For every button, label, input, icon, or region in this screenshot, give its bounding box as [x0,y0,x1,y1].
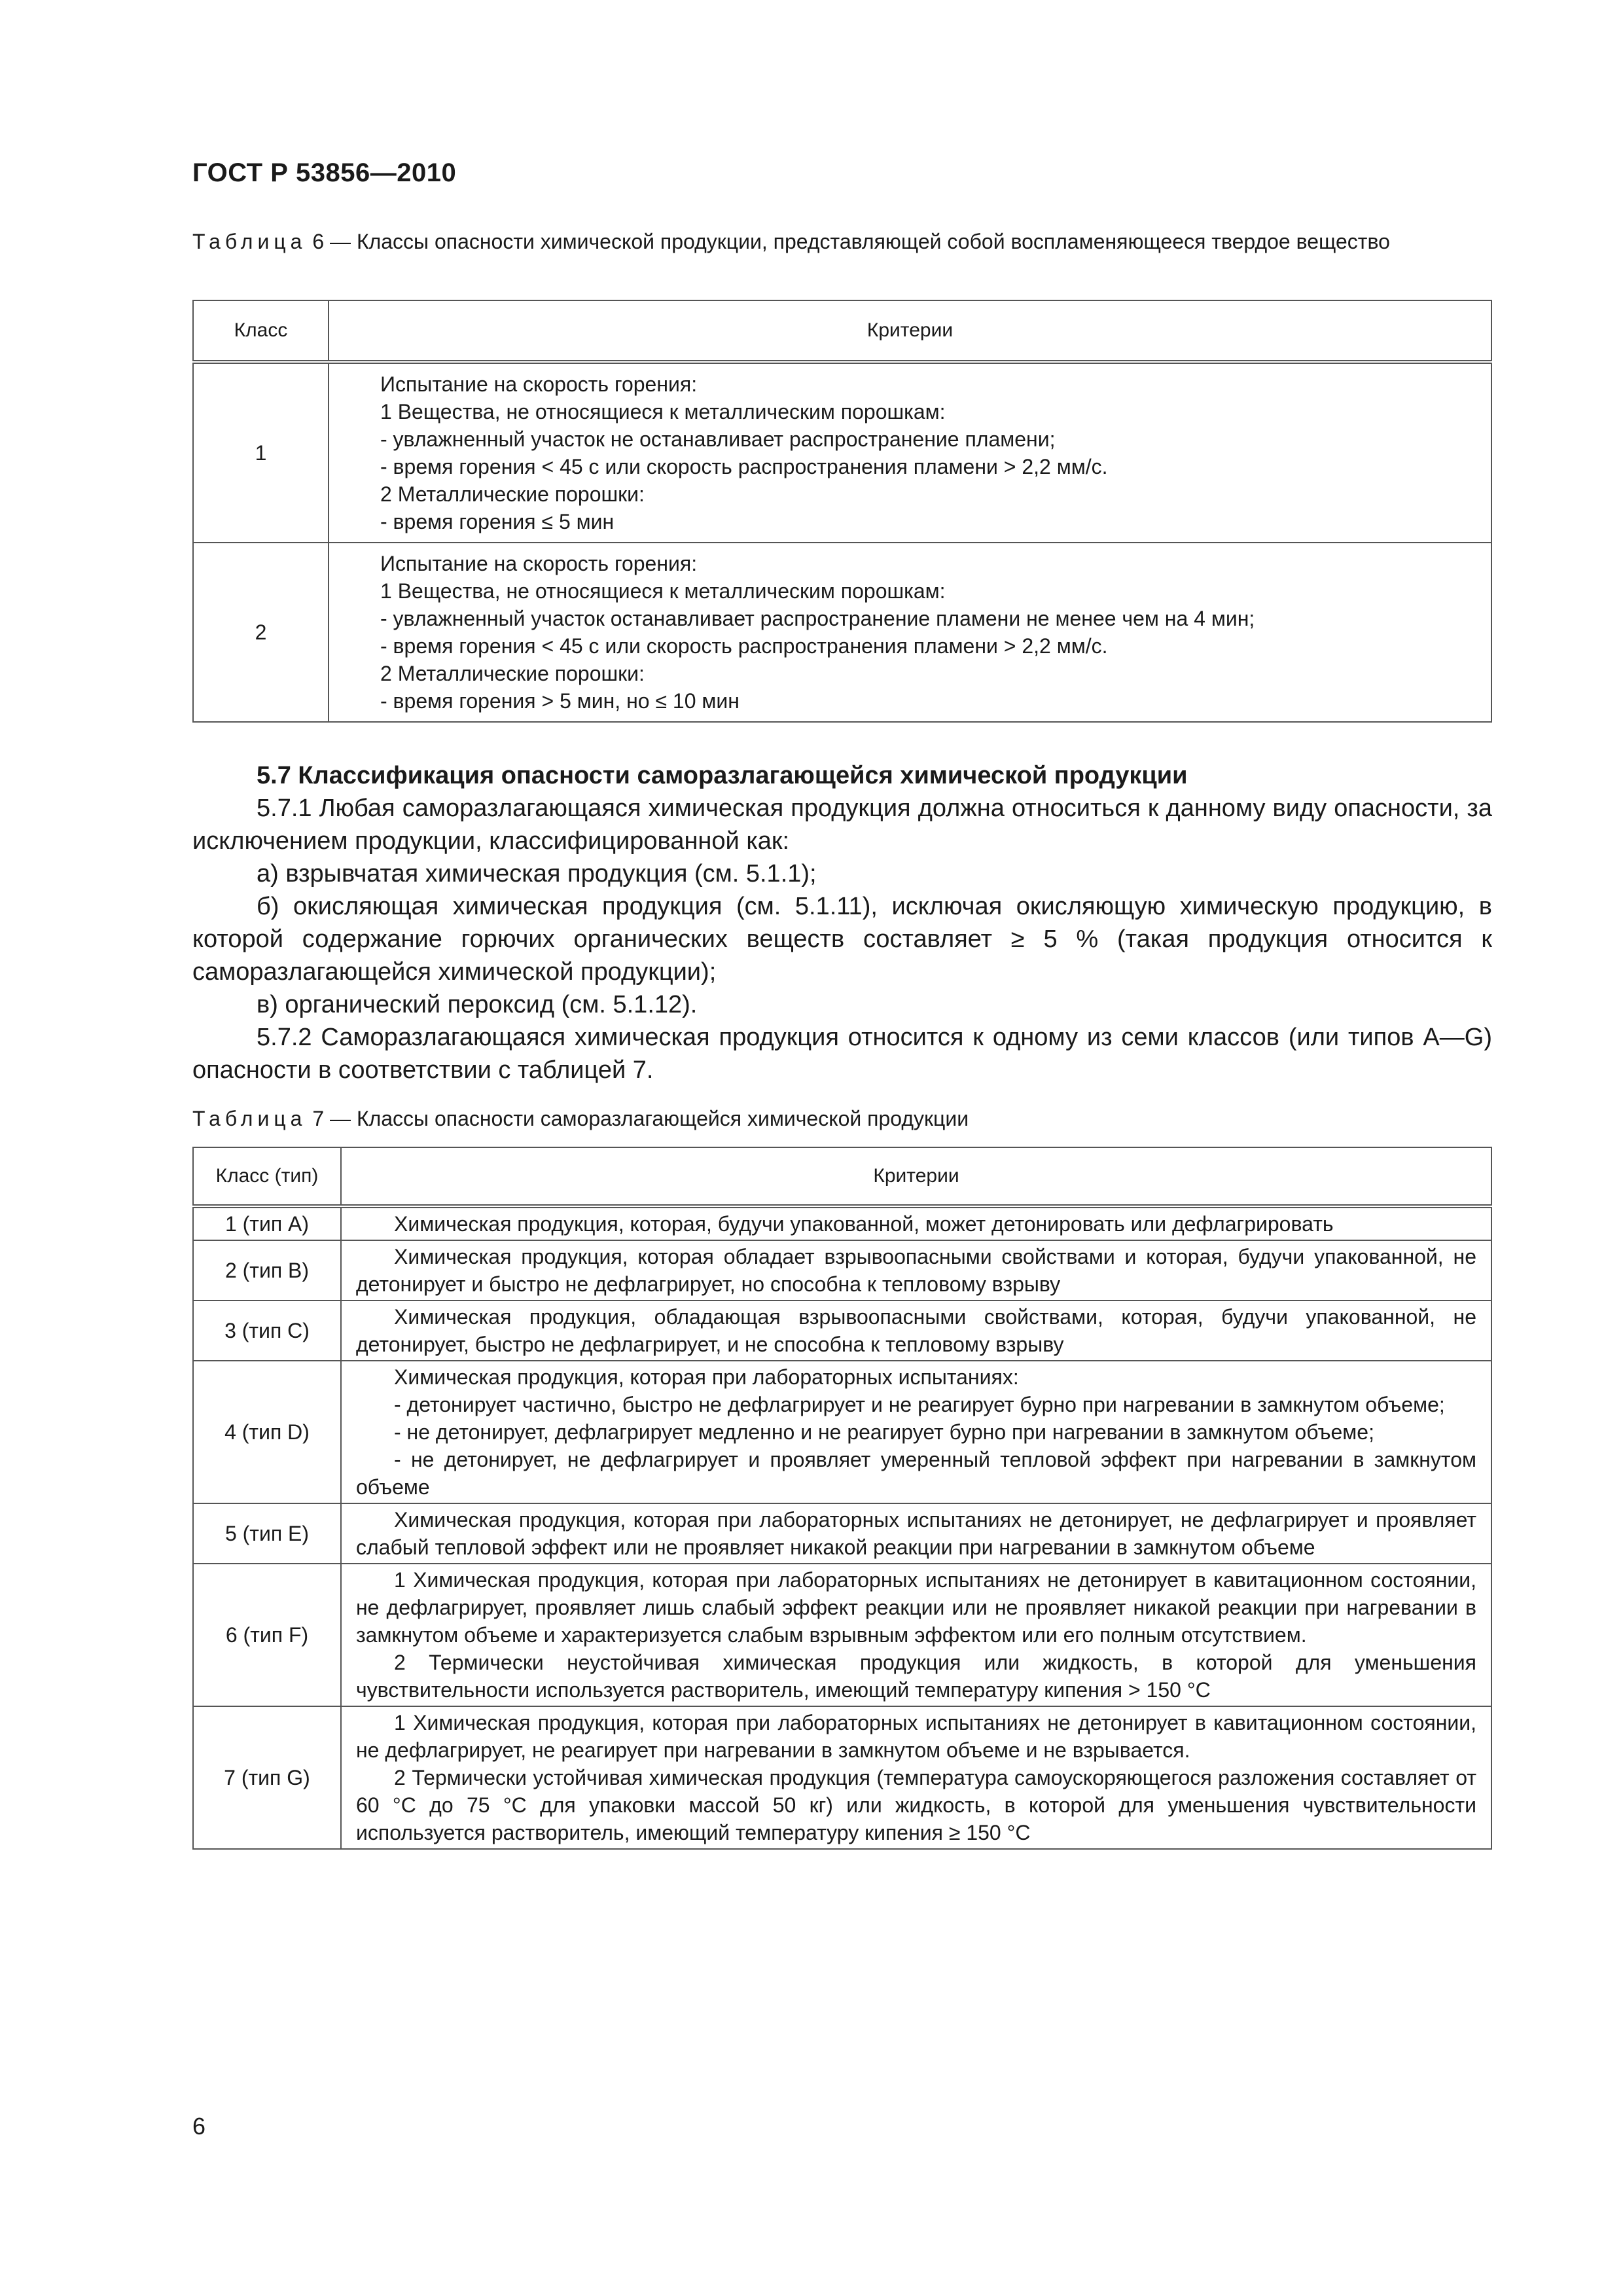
table7-header-row [193,1147,1491,1206]
section-5-7 [192,759,1492,1086]
document-header: ГОСТ Р 53856—2010 [192,158,457,187]
criteria-paragraph: - не детонирует, не дефлагрирует и проявляет умеренный тепловой эффект при нагревании в замкнутом объеме [356,1448,1476,1499]
table7-row [193,1206,1491,1240]
criteria-paragraph: - детонирует частично, быстро не дефлагрирует и не реагирует бурно при нагревании в замкнутом объеме; [394,1393,1445,1416]
section-paragraph: 5.7.1 Любая саморазлагающаяся химическая продукция должна относиться к данному виду опасности, за исключением продукции, классифицированной как: [192,795,1492,855]
criteria-line: 1 Вещества, не относящиеся к металлическим порошкам: [380,579,946,603]
table7-row [193,1706,1491,1849]
criteria-line: - время горения < 45 с или скорость распространения пламени > 2,2 мм/с. [380,634,1108,658]
criteria-line: - время горения ≤ 5 мин [380,510,615,533]
table7-class-cell: 3 (тип С) [193,1300,341,1361]
table6-row [193,362,1491,543]
table7-criteria-cell [341,1503,1491,1564]
table7-criteria-cell [341,1706,1491,1849]
table7-header-class: Класс (тип) [193,1147,341,1206]
table7-class-cell: 4 (тип D) [193,1361,341,1503]
table7-row [193,1300,1491,1361]
table7-header-criteria: Критерии [341,1147,1491,1206]
criteria-paragraph: Химическая продукция, которая при лабораторных испытаниях не детонирует, не дефлагрирует и проявляет слабый тепловой эффект или не проявляет никакой реакции при нагревании в замкнутом объеме [356,1508,1476,1559]
criteria-paragraph: Химическая продукция, которая при лабораторных испытаниях: [394,1365,1019,1389]
table7-caption [192,1105,1492,1132]
table6-header-class: Класс [193,300,329,362]
section-paragraph: 5.7.2 Саморазлагающаяся химическая продукция относится к одному из семи классов (или типов A—G) опасности в соответствии с таблицей 7. [192,1024,1492,1084]
table7-row [193,1240,1491,1300]
criteria-paragraph: Химическая продукция, которая обладает взрывоопасными свойствами и которая, будучи упакованной, не детонирует и быстро не дефлагрирует, но способна к тепловому взрыву [356,1245,1476,1296]
table6-header-row [193,300,1491,362]
table6-caption-text: 6 — Классы опасности химической продукции, представляющей собой воспламеняющееся твердое вещество [312,230,1390,253]
table7-class-cell: 2 (тип В) [193,1240,341,1300]
criteria-paragraph: Химическая продукция, обладающая взрывоопасными свойствами, которая, будучи упакованной, не детонирует, быстро не дефлагрирует, и не способна к тепловому взрыву [356,1305,1476,1356]
table7-criteria-cell [341,1206,1491,1240]
criteria-line: 2 Металлические порошки: [380,482,645,506]
table6-criteria-cell [329,362,1491,543]
criteria-line: - время горения > 5 мин, но ≤ 10 мин [380,689,740,713]
table6-caption-prefix: Таблица [192,230,307,253]
criteria-line: 1 Вещества, не относящиеся к металлическим порошкам: [380,400,946,423]
table7-class-cell: 7 (тип G) [193,1706,341,1849]
criteria-paragraph: 1 Химическая продукция, которая при лабораторных испытаниях не детонирует в кавитационном состоянии, не дефлагрирует, не реагирует при нагревании в замкнутом объеме и не взрывается. [356,1711,1476,1762]
table7-criteria-cell [341,1564,1491,1706]
criteria-line: - увлажненный участок останавливает распространение пламени не менее чем на 4 мин; [380,607,1255,630]
table7-caption-prefix: Таблица [192,1107,307,1130]
criteria-paragraph: 2 Термически устойчивая химическая продукция (температура самоускоряющегося разложения составляет от 60 °С до 75 °С для упаковки массой 50 кг) или жидкость, в которой для уменьшения чувствительности используется растворитель, имеющий температуру кипения ≥ 150 °С [356,1766,1476,1844]
section-paragraph: в) органический пероксид (см. 5.1.12). [257,991,698,1018]
table7-class-cell: 6 (тип F) [193,1564,341,1706]
criteria-paragraph: 1 Химическая продукция, которая при лабораторных испытаниях не детонирует в кавитационном состоянии, не дефлагрирует, проявляет лишь слабый эффект реакции или не проявляет никакой реакции при нагревании в замкнутом объеме и характеризуется слабым взрывным эффектом или его полным отсутствием. [356,1568,1476,1647]
table6-row [193,543,1491,722]
section-paragraph: б) окисляющая химическая продукция (см. 5.1.11), исключая окисляющую химическую продукцию, в которой содержание горючих органических веществ составляет ≥ 5 % (такая продукция относится к саморазлагающейся химической продукции); [192,893,1492,986]
criteria-paragraph: - не детонирует, дефлагрирует медленно и не реагирует бурно при нагревании в замкнутом объеме; [394,1420,1374,1444]
table6-criteria-cell [329,543,1491,722]
criteria-paragraph: Химическая продукция, которая, будучи упакованной, может детонировать или дефлагрировать [394,1212,1334,1236]
table6-header-criteria: Критерии [329,300,1491,362]
table7-criteria-cell [341,1361,1491,1503]
table7-class-cell: 1 (тип А) [193,1206,341,1240]
section-paragraph: а) взрывчатая химическая продукция (см. 5.1.1); [257,860,817,888]
table7-row [193,1361,1491,1503]
table7-class-cell: 5 (тип Е) [193,1503,341,1564]
table6-class-cell: 2 [193,543,329,722]
criteria-line: - увлажненный участок не останавливает распространение пламени; [380,427,1056,451]
table7-criteria-cell [341,1300,1491,1361]
table7-criteria-cell [341,1240,1491,1300]
table7-row [193,1564,1491,1706]
criteria-line: Испытание на скорость горения: [380,372,698,396]
table7-row [193,1503,1491,1564]
section-title: 5.7 Классификация опасности саморазлагающейся химической продукции [257,762,1188,789]
table7-caption-text: 7 — Классы опасности саморазлагающейся химической продукции [312,1107,969,1130]
table7 [192,1147,1492,1850]
criteria-line: 2 Металлические порошки: [380,662,645,685]
criteria-line: - время горения < 45 с или скорость распространения пламени > 2,2 мм/с. [380,455,1108,478]
criteria-line: Испытание на скорость горения: [380,552,698,575]
criteria-paragraph: 2 Термически неустойчивая химическая продукция или жидкость, в которой для уменьшения чувствительности используется растворитель, имеющий температуру кипения > 150 °С [356,1651,1476,1702]
table6 [192,300,1492,723]
table6-class-cell: 1 [193,362,329,543]
table6-caption [192,228,1492,255]
page-number: 6 [192,2113,206,2140]
